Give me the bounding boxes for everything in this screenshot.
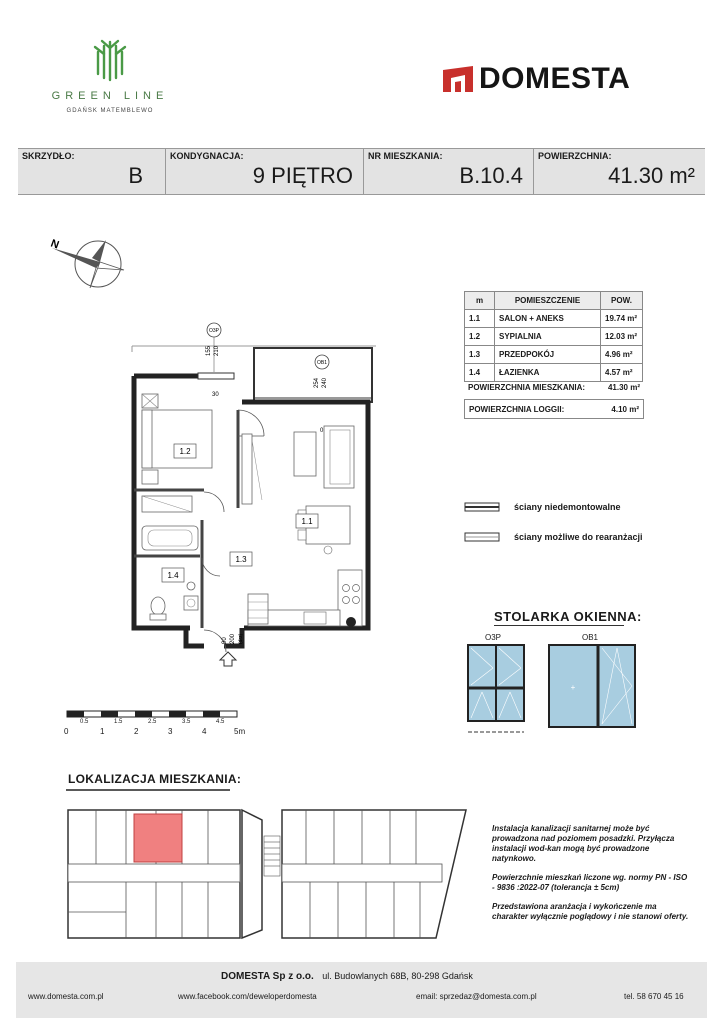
col-no: m — [465, 292, 495, 310]
row-area: 12.03 m² — [601, 328, 643, 346]
scale-label: 0.5 — [80, 719, 89, 725]
window-o3p-drawing — [467, 644, 525, 734]
scale-label: 1.5 — [114, 719, 123, 725]
domesta-mark-icon — [443, 66, 473, 92]
info-bar — [18, 148, 705, 195]
outer-wall — [186, 628, 204, 646]
room-label-1-2: 1.2 — [179, 447, 191, 456]
wing-label: SKRZYDŁO: — [22, 151, 75, 161]
highlighted-apartment — [134, 814, 182, 862]
greenline-logo — [36, 38, 184, 114]
total-area-label: POWIERZCHNIA MIESZKANIA: — [468, 382, 586, 392]
scale-label: 3.5 — [182, 719, 191, 725]
row-area: 4.57 m² — [601, 364, 643, 382]
floor-cell — [166, 149, 364, 194]
domesta-logo — [443, 62, 630, 96]
washer-icon — [184, 596, 198, 610]
entrance-arrow-icon — [220, 652, 236, 666]
note-installation: Instalacja kanalizacji sanitarnej może być prowadzona nad poziomem posadzki. Przyłącza instalacji wod-kan mogą być prowadzone natynkowo. — [492, 824, 675, 863]
row-name: SALON + ANEKS — [495, 310, 601, 328]
scale-bar — [64, 708, 254, 722]
table-row — [465, 310, 643, 328]
domesta-name: DOMESTA — [479, 62, 631, 95]
room-table — [464, 291, 643, 382]
floor-label: KONDYGNACJA: — [170, 151, 244, 161]
row-name: SYPIALNIA — [495, 328, 601, 346]
window-o3p-label: O3P — [485, 633, 502, 642]
scale-label: 1 — [100, 727, 105, 736]
row-area: 19.74 m² — [601, 310, 643, 328]
footer-company: DOMESTA Sp z o.o. — [221, 971, 314, 982]
legend-fixed-walls — [464, 500, 621, 514]
dim-90: 90 — [222, 637, 228, 644]
notes — [492, 824, 692, 931]
dim-155: 155 — [206, 345, 212, 356]
room-table-header — [465, 292, 643, 310]
sink-icon — [304, 612, 326, 624]
floor-value: 9 PIĘTRO — [252, 163, 353, 188]
apartment-value: B.10.4 — [459, 163, 523, 188]
dim-door: (drz) — [238, 633, 244, 644]
windows-title-underline — [494, 625, 624, 626]
row-no: 1.4 — [465, 364, 495, 382]
toilet-icon — [151, 597, 165, 615]
wing-cell — [18, 149, 166, 194]
compass-north-label: N — [48, 237, 61, 252]
row-name: PRZEDPOKÓJ — [495, 346, 601, 364]
footer-phone: tel. 58 670 45 16 — [624, 992, 684, 1001]
footer-facebook[interactable]: www.facebook.com/deweloperdomesta — [178, 992, 317, 1001]
wing-value: B — [128, 163, 143, 188]
row-area: 4.96 m² — [601, 346, 643, 364]
loggia-area-value: 4.10 m² — [611, 404, 639, 414]
room-label-1-1: 1.1 — [301, 517, 313, 526]
window-ob1-drawing — [548, 644, 636, 730]
compass-icon — [40, 232, 130, 296]
row-no: 1.3 — [465, 346, 495, 364]
ob1-tag: OB1 — [316, 360, 328, 366]
legend-movable-walls — [464, 530, 643, 544]
col-area: POW. — [601, 292, 643, 310]
loggia-area-label: POWIERZCHNIA LOGGII: — [469, 404, 565, 414]
scale-label: 0 — [64, 727, 69, 736]
room-label-1-3: 1.3 — [235, 555, 247, 564]
footer-address: ul. Budowlanych 68B, 80-298 Gdańsk — [322, 971, 473, 981]
note-area-norm: Powierzchnie mieszkań liczone wg. normy PN - ISO - 9836 :2022-07 (tolerancja ± 5cm) — [492, 873, 688, 892]
scale-label: 5m — [234, 727, 246, 736]
dim-254: 254 — [314, 377, 320, 388]
loggia-area-row — [464, 399, 644, 419]
col-name: POMIESZCZENIE — [495, 292, 601, 310]
movable-walls-label: ściany możliwe do rearanżacji — [514, 532, 643, 542]
row-no: 1.2 — [465, 328, 495, 346]
building-location-plan — [66, 806, 468, 946]
table-row — [465, 346, 643, 364]
footer-company-line — [221, 971, 473, 982]
row-name: ŁAZIENKA — [495, 364, 601, 382]
scale-label: 2 — [134, 727, 139, 736]
footer-email[interactable]: email: sprzedaz@domesta.com.pl — [416, 992, 537, 1001]
dim-30: 30 — [212, 392, 219, 398]
scale-label: 4.5 — [216, 719, 225, 725]
area-value: 41.30 m² — [608, 163, 695, 188]
scale-label: 2.5 — [148, 719, 157, 725]
greenline-mark-icon — [90, 38, 130, 84]
room-label-1-4: 1.4 — [167, 571, 179, 580]
hall-cabinet-icon — [242, 434, 252, 504]
o3p-tag: O3P — [208, 328, 220, 334]
bed-icon — [142, 410, 212, 468]
svg-text:+: + — [570, 683, 576, 692]
footer — [16, 962, 707, 1018]
windows-title: STOLARKA OKIENNA: — [494, 609, 642, 624]
fixed-wall-swatch-icon — [464, 500, 500, 514]
footer-website[interactable]: www.domesta.com.pl — [28, 992, 104, 1001]
dim-240: 240 — [322, 377, 328, 388]
storage-icon — [248, 594, 268, 624]
row-no: 1.1 — [465, 310, 495, 328]
location-title: LOKALIZACJA MIESZKANIA: — [68, 772, 242, 786]
location-title-underline — [66, 788, 230, 792]
total-area-row — [464, 378, 644, 396]
dim-0: 0 — [320, 428, 324, 434]
dim-200: 200 — [230, 633, 236, 644]
scale-label: 4 — [202, 727, 207, 736]
apartment-label: NR MIESZKANIA: — [368, 151, 443, 161]
floor-plan — [128, 310, 378, 670]
movable-wall-swatch-icon — [464, 530, 500, 544]
greenline-name: GREEN LINE — [51, 90, 169, 102]
apartment-cell — [364, 149, 534, 194]
greenline-subtitle: GDAŃSK MATEMBLEWO — [66, 108, 154, 114]
area-cell — [534, 149, 705, 194]
area-label: POWIERZCHNIA: — [538, 151, 612, 161]
fixed-walls-label: ściany niedemontowalne — [514, 502, 621, 512]
window-ob1-label: OB1 — [582, 633, 599, 642]
scale-label: 3 — [168, 727, 173, 736]
note-disclaimer: Przedstawiona aranżacja i wykończenie ma charakter wyłącznie poglądowy i nie stanowi oferty. — [492, 902, 689, 921]
loggia-area — [254, 348, 372, 402]
total-area-value: 41.30 m² — [607, 382, 640, 392]
table-row — [465, 328, 643, 346]
dim-210: 210 — [214, 345, 220, 356]
